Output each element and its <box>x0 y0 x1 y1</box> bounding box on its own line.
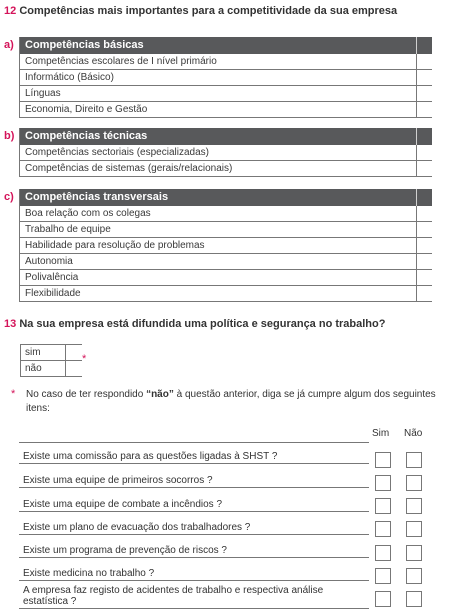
question-12-heading <box>4 5 397 17</box>
sim-checkbox[interactable] <box>375 521 391 537</box>
section-c-heading-box <box>416 189 432 206</box>
item-label: Informático (Básico) <box>25 72 114 83</box>
item-label: Polivalência <box>25 272 79 283</box>
item-label: Economia, Direito e Gestão <box>25 104 148 115</box>
item-label: Flexibilidade <box>25 288 81 299</box>
answer-checkbox[interactable] <box>416 238 432 253</box>
list-item <box>20 238 432 254</box>
option-label: sim <box>25 347 41 358</box>
row-label: Existe um programa de prevenção de riscos ? <box>23 545 227 556</box>
note-text-bold: “não” <box>146 389 174 400</box>
section-b-letter: b) <box>4 130 15 142</box>
answer-checkbox[interactable] <box>416 286 432 301</box>
nao-checkbox[interactable] <box>406 521 422 537</box>
list-item <box>20 86 432 102</box>
nao-checkbox[interactable] <box>406 475 422 491</box>
answer-checkbox[interactable] <box>416 270 432 285</box>
row-label: Existe um plano de evacuação dos trabalhadores ? <box>23 522 251 533</box>
option-row-nao <box>21 361 82 377</box>
table-row <box>19 446 369 464</box>
section-b-heading-text: Competências técnicas <box>25 130 148 142</box>
followup-top-rule <box>19 442 369 443</box>
item-label: Competências sectoriais (especializadas) <box>25 147 209 158</box>
list-item <box>20 206 432 222</box>
item-label: Boa relação com os colegas <box>25 208 151 219</box>
table-row <box>19 470 369 488</box>
question-13-heading <box>4 318 385 330</box>
nao-checkbox[interactable] <box>406 568 422 584</box>
section-a-letter: a) <box>4 39 14 51</box>
section-b-table <box>19 128 432 177</box>
section-c-table <box>19 189 432 302</box>
option-row-sim <box>21 345 82 361</box>
row-label: Existe uma comissão para as questões ligadas à SHST ? <box>23 451 278 462</box>
answer-checkbox[interactable] <box>416 222 432 237</box>
sim-checkbox[interactable] <box>375 568 391 584</box>
sim-checkbox[interactable] <box>375 475 391 491</box>
question-13-asterisk: * <box>82 353 87 365</box>
answer-checkbox[interactable] <box>416 254 432 269</box>
option-label: não <box>25 363 42 374</box>
list-item <box>20 54 432 70</box>
list-item <box>20 145 432 161</box>
item-label: Trabalho de equipe <box>25 224 111 235</box>
row-label: Existe uma equipe de primeiros socorros ? <box>23 475 213 486</box>
sim-checkbox[interactable] <box>375 591 391 607</box>
table-row <box>19 540 369 558</box>
answer-checkbox[interactable] <box>416 145 432 160</box>
note-asterisk: * <box>11 388 16 400</box>
table-row <box>19 563 369 581</box>
answer-checkbox[interactable] <box>416 206 432 221</box>
note-text-2: à questão anterior, diga se já cumpre algum dos seguintes itens: <box>26 389 436 414</box>
list-item <box>20 286 432 302</box>
question-12-title: Competências mais importantes para a competitividade da sua empresa <box>19 5 398 17</box>
table-row <box>19 517 369 535</box>
answer-checkbox[interactable] <box>65 345 82 360</box>
list-item <box>20 70 432 86</box>
item-label: Competências de sistemas (gerais/relacionais) <box>25 163 233 174</box>
row-label: Existe uma equipe de combate a incêndios ? <box>23 499 223 510</box>
answer-checkbox[interactable] <box>416 54 432 69</box>
nao-checkbox[interactable] <box>406 452 422 468</box>
section-c-heading <box>20 189 432 206</box>
nao-checkbox[interactable] <box>406 591 422 607</box>
table-row <box>19 583 369 609</box>
note-text-1: No caso de ter respondido <box>26 389 147 400</box>
item-label: Competências escolares de I nível primário <box>25 56 217 67</box>
list-item <box>20 254 432 270</box>
section-c-heading-text: Competências transversais <box>25 191 169 203</box>
section-c-letter: c) <box>4 191 14 203</box>
sim-checkbox[interactable] <box>375 452 391 468</box>
list-item <box>20 102 432 118</box>
answer-checkbox[interactable] <box>416 102 432 117</box>
list-item <box>20 222 432 238</box>
section-b-heading-box <box>416 128 432 145</box>
section-a-heading-box <box>416 37 432 54</box>
answer-checkbox[interactable] <box>416 70 432 85</box>
column-header-nao: Não <box>404 428 423 439</box>
section-a-heading <box>20 37 432 54</box>
nao-checkbox[interactable] <box>406 498 422 514</box>
sim-checkbox[interactable] <box>375 498 391 514</box>
followup-note <box>26 388 436 416</box>
row-label: A empresa faz registo de acidentes de trabalho e respectiva análise estatística ? <box>23 585 324 607</box>
list-item <box>20 161 432 177</box>
answer-checkbox[interactable] <box>65 361 82 376</box>
question-12-number: 12 <box>4 5 17 17</box>
list-item <box>20 270 432 286</box>
answer-checkbox[interactable] <box>416 161 432 176</box>
question-13-options <box>20 344 82 377</box>
answer-checkbox[interactable] <box>416 86 432 101</box>
table-row <box>19 494 369 512</box>
nao-checkbox[interactable] <box>406 545 422 561</box>
question-13-number: 13 <box>4 318 17 330</box>
section-b-heading <box>20 128 432 145</box>
item-label: Habilidade para resolução de problemas <box>25 240 205 251</box>
column-header-sim: Sim <box>372 428 390 439</box>
item-label: Autonomia <box>25 256 73 267</box>
question-13-title: Na sua empresa está difundida uma política e segurança no trabalho? <box>19 318 386 330</box>
row-label: Existe medicina no trabalho ? <box>23 568 155 579</box>
item-label: Línguas <box>25 88 61 99</box>
section-a-table <box>19 37 432 118</box>
section-a-heading-text: Competências básicas <box>25 39 144 51</box>
sim-checkbox[interactable] <box>375 545 391 561</box>
